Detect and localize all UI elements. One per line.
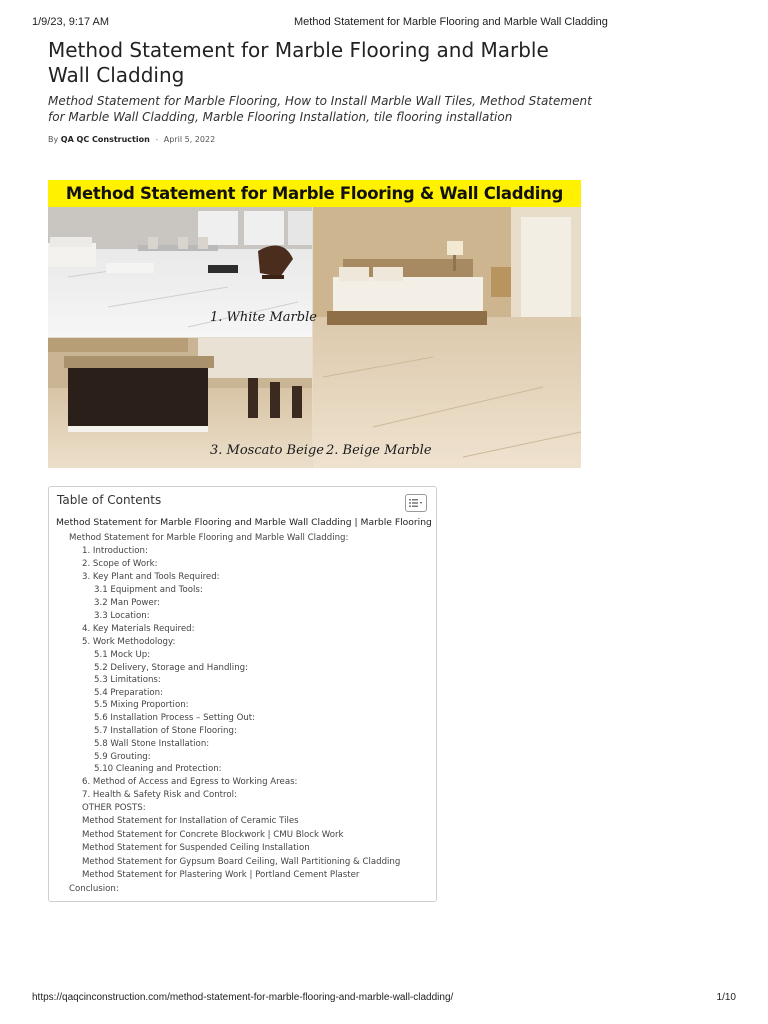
toc-link[interactable]: 4. Key Materials Required: — [82, 624, 195, 634]
toc-link[interactable]: Method Statement for Concrete Blockwork | CMU Block Work — [82, 830, 344, 840]
toc-link[interactable]: 5.9 Grouting: — [94, 752, 151, 762]
hero-image — [48, 180, 581, 468]
print-footer — [32, 992, 736, 1006]
toc-link[interactable]: 5.10 Cleaning and Protection: — [94, 764, 222, 774]
toc-link[interactable]: Method Statement for Installation of Ceramic Tiles — [82, 816, 299, 826]
print-datetime: 1/9/23, 9:17 AM — [32, 16, 110, 28]
toc-link[interactable]: 5.7 Installation of Stone Flooring: — [94, 726, 237, 736]
author-link[interactable]: QA QC Construction — [60, 135, 150, 144]
article-title: Method Statement for Marble Flooring and Marble Wall Cladding — [48, 38, 549, 87]
toc-link[interactable]: Method Statement for Marble Flooring and Marble Wall Cladding | Marble Flooring — [56, 517, 432, 528]
page-url: https://qaqcinconstruction.com/method-statement-for-marble-flooring-and-marble-wall-cladding/ — [32, 992, 454, 1003]
caption-beige-marble: 2. Beige Marble — [326, 443, 432, 458]
toc-link[interactable]: 3.2 Man Power: — [94, 598, 160, 608]
beige-marble-bedroom-image — [313, 207, 581, 468]
toc-link[interactable]: 3. Key Plant and Tools Required: — [82, 572, 220, 582]
toc-link[interactable]: 5.6 Installation Process – Setting Out: — [94, 713, 256, 723]
article-subtitle: Method Statement for Marble Flooring, How to Install Marble Wall Tiles, Method Statement for Marble Wall Cladding, Marble Flooring Installation, tile flooring installation — [48, 94, 592, 124]
byline — [48, 135, 215, 144]
publish-date: April 5, 2022 — [163, 135, 216, 144]
toc-link[interactable]: 1. Introduction: — [82, 546, 148, 556]
toc-link[interactable]: Method Statement for Suspended Ceiling Installation — [82, 843, 310, 853]
print-page-title: Method Statement for Marble Flooring and Marble Wall Cladding — [294, 16, 608, 28]
toc-link[interactable]: 2. Scope of Work: — [82, 559, 158, 569]
toc-link[interactable]: 5.8 Wall Stone Installation: — [94, 739, 210, 749]
hero-banner: Method Statement for Marble Flooring & Wall Cladding — [48, 180, 581, 207]
page-number: 1/10 — [716, 992, 736, 1003]
toc-link[interactable]: 3.3 Location: — [94, 611, 150, 621]
print-header — [32, 16, 736, 32]
toc-link[interactable]: Method Statement for Plastering Work | Portland Cement Plaster — [82, 870, 360, 880]
toc-link[interactable]: Method Statement for Gypsum Board Ceiling, Wall Partitioning & Cladding — [82, 857, 401, 867]
toc-link[interactable]: 5.1 Mock Up: — [94, 650, 151, 660]
toc-link[interactable]: 5.2 Delivery, Storage and Handling: — [94, 663, 248, 673]
toc-link[interactable]: OTHER POSTS: — [82, 803, 146, 813]
by-label: By — [48, 135, 59, 144]
toc-link[interactable]: 3.1 Equipment and Tools: — [94, 585, 203, 595]
toc-link[interactable]: 5.4 Preparation: — [94, 688, 163, 698]
toc-link[interactable]: 6. Method of Access and Egress to Working Areas: — [82, 777, 298, 787]
caption-moscato-beige: 3. Moscato Beige — [210, 443, 324, 458]
toc-toggle-button[interactable] — [405, 494, 427, 512]
caption-white-marble: 1. White Marble — [210, 310, 317, 325]
toc-link[interactable]: Method Statement for Marble Flooring and Marble Wall Cladding: — [69, 533, 349, 543]
toc-link[interactable]: 5.5 Mixing Proportion: — [94, 700, 189, 710]
toc-header: Table of Contents — [57, 493, 162, 507]
byline-separator: - — [155, 135, 159, 144]
list-toggle-icon — [409, 498, 423, 508]
toc-link[interactable]: 5. Work Methodology: — [82, 637, 176, 647]
toc-link[interactable]: 5.3 Limitations: — [94, 675, 161, 685]
toc-link[interactable]: Conclusion: — [69, 884, 119, 894]
toc-link[interactable]: 7. Health & Safety Risk and Control: — [82, 790, 237, 800]
table-of-contents — [48, 486, 437, 902]
